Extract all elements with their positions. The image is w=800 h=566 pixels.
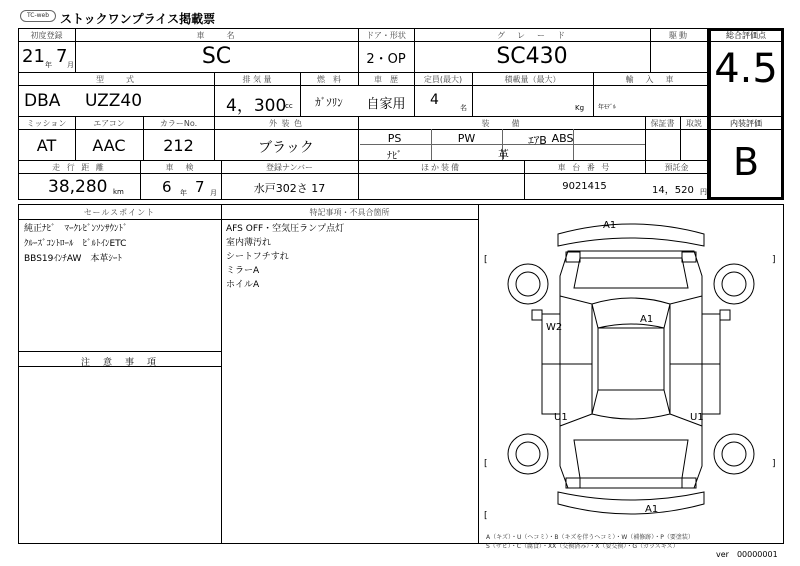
equip-leather: 革 (498, 148, 509, 161)
chassis-header: 車 台 番 号 (557, 163, 612, 172)
bracket-left-bottom: [ (484, 511, 488, 521)
first-reg-month-unit: 月 (67, 61, 74, 69)
capacity-unit: 名 (460, 104, 467, 112)
mission-header: ミッション (26, 119, 67, 128)
displacement: 4，300 (226, 96, 287, 116)
history: 自家用 (366, 97, 406, 112)
mileage-header: 走 行 距 離 (52, 163, 106, 172)
door-header: ドア・形状 (366, 31, 406, 40)
chassis-number: 9021415 (562, 181, 607, 192)
bracket-left-mid: [ (484, 459, 488, 469)
damage-mark-rear-bumper: A1 (645, 504, 659, 515)
exterior-header: 外 装 色 (268, 119, 304, 128)
drive-header: 駆動 (669, 31, 689, 40)
car-name: SC (201, 44, 232, 69)
inspect-year-unit: 年 (180, 189, 187, 197)
load-unit: Kg (575, 104, 585, 112)
inspection-header: 車 検 (165, 163, 196, 172)
damage-legend-line1: A（キズ）・U（ヘコミ）・B（キズを伴うヘコミ）・W（補修跡）・P（要塗装） (486, 534, 694, 541)
equipment-header: 装 備 (481, 119, 522, 128)
import-model-year: 年ﾓﾃﾞﾙ (598, 104, 617, 111)
aircon: AAC (92, 136, 126, 155)
version-label: ver 00000001 (716, 550, 778, 559)
import-header: 輸 入 車 (625, 75, 676, 84)
equip-abs: ABS (551, 132, 574, 145)
list-item: シートフチすれ (226, 252, 289, 262)
damage-mark-left-door: W2 (546, 322, 563, 333)
bracket-left-top: [ (484, 255, 488, 265)
inspect-year: 6 (162, 178, 172, 196)
displacement-unit: cc (285, 102, 293, 110)
color-no-header: カラーNo. (159, 119, 198, 128)
warranty-header: 保証書 (650, 119, 675, 128)
mileage: 38,280 (48, 177, 108, 197)
list-item: ホイルA (226, 280, 260, 290)
first-reg-month: 7 (56, 46, 68, 67)
equip-pw: PW (457, 132, 476, 145)
damage-legend-line2: S（サビ）・C（腐食）・XX（交換済み）・X（要交換）・G（ガラスキズ） (486, 543, 679, 550)
model-header: 型 式 (96, 75, 136, 84)
interior-score: B (732, 140, 760, 184)
equip-airbag: ｴｱB (528, 134, 547, 147)
bracket-right-mid: ] (772, 459, 776, 469)
model-code: UZZ40 (85, 91, 143, 111)
sales-point-list (24, 222, 128, 267)
list-item: AFS OFF・空気圧ランプ点灯 (226, 224, 345, 234)
first-reg-year-unit: 年 (45, 61, 52, 69)
bracket-right-top: ] (772, 255, 776, 265)
history-header: 車 歴 (374, 75, 398, 84)
aircon-header: エアコン (93, 119, 125, 128)
list-item: ｸﾙｰｽﾞｺﾝﾄﾛｰﾙ ﾋﾞﾙﾄｲﾝETC (24, 239, 127, 249)
sales-point-header: セールスポイント (83, 208, 156, 217)
model-prefix: DBA (24, 91, 61, 111)
list-item: 純正ﾅﾋﾞ ﾏｰｸﾚﾋﾞﾝｿﾝｻｳﾝﾄﾞ (24, 224, 128, 234)
first-reg-header: 初度登録 (30, 31, 63, 40)
capacity-header: 定員(最大) (423, 75, 463, 84)
list-item: 室内薄汚れ (226, 238, 272, 248)
logo (20, 10, 56, 22)
mission: AT (36, 136, 57, 155)
car-name-header: 車 名 (196, 31, 237, 40)
grade-header: グ レ ー ド (497, 31, 567, 40)
price-unit: 円 (700, 188, 707, 196)
damage-mark-hood: A1 (640, 314, 654, 325)
overall-score: 4.5 (714, 46, 778, 92)
overall-score-header: 総合評価点 (726, 31, 766, 40)
notes-list (226, 222, 344, 292)
plate-header: 登録ナンバー (265, 163, 314, 172)
interior-score-header: 内装評価 (730, 119, 762, 128)
load-header: 積載量（最大） (504, 75, 561, 84)
damage-mark-right-rear-wheel: U1 (690, 412, 704, 423)
logo-text: TC-web (26, 12, 50, 19)
mileage-unit: km (113, 188, 124, 196)
color-no: 212 (163, 136, 194, 155)
inspect-month-unit: 月 (210, 189, 217, 197)
damage-mark-left-rear-wheel: U1 (554, 412, 568, 423)
caution-header: 注 意 事 項 (80, 358, 158, 368)
list-item: BBS19ｲﾝﾁAW 本革ｼｰﾄ (24, 254, 122, 264)
capacity: 4 (430, 92, 439, 108)
notes-header: 特記事項・不具合箇所 (309, 208, 390, 217)
price-header: 預託金 (664, 163, 689, 172)
manual-header: 取説 (686, 119, 702, 128)
inspect-month: 7 (195, 178, 205, 196)
plate-number: 水戸302さ 17 (253, 182, 326, 195)
damage-mark-front-bumper: A1 (603, 220, 617, 231)
equip-ps: PS (387, 132, 402, 145)
grade: SC430 (496, 44, 568, 69)
first-reg-year: 21 (22, 46, 45, 67)
exterior-color: ブラック (258, 140, 314, 156)
fuel-header: 燃 料 (317, 75, 341, 84)
other-equip-header: ほか装備 (421, 163, 461, 172)
displacement-header: 排 気 量 (242, 75, 272, 84)
page-title: ストックワンプライス掲載票 (60, 12, 216, 26)
door-shape: 2・OP (366, 52, 406, 67)
car-damage-diagram (480, 206, 782, 532)
deposit-price: 14，520 (652, 185, 694, 196)
fuel: ｶﾞｿﾘﾝ (315, 96, 343, 109)
equip-navi: ﾅﾋﾞ (387, 151, 402, 162)
list-item: ミラーA (226, 266, 260, 276)
